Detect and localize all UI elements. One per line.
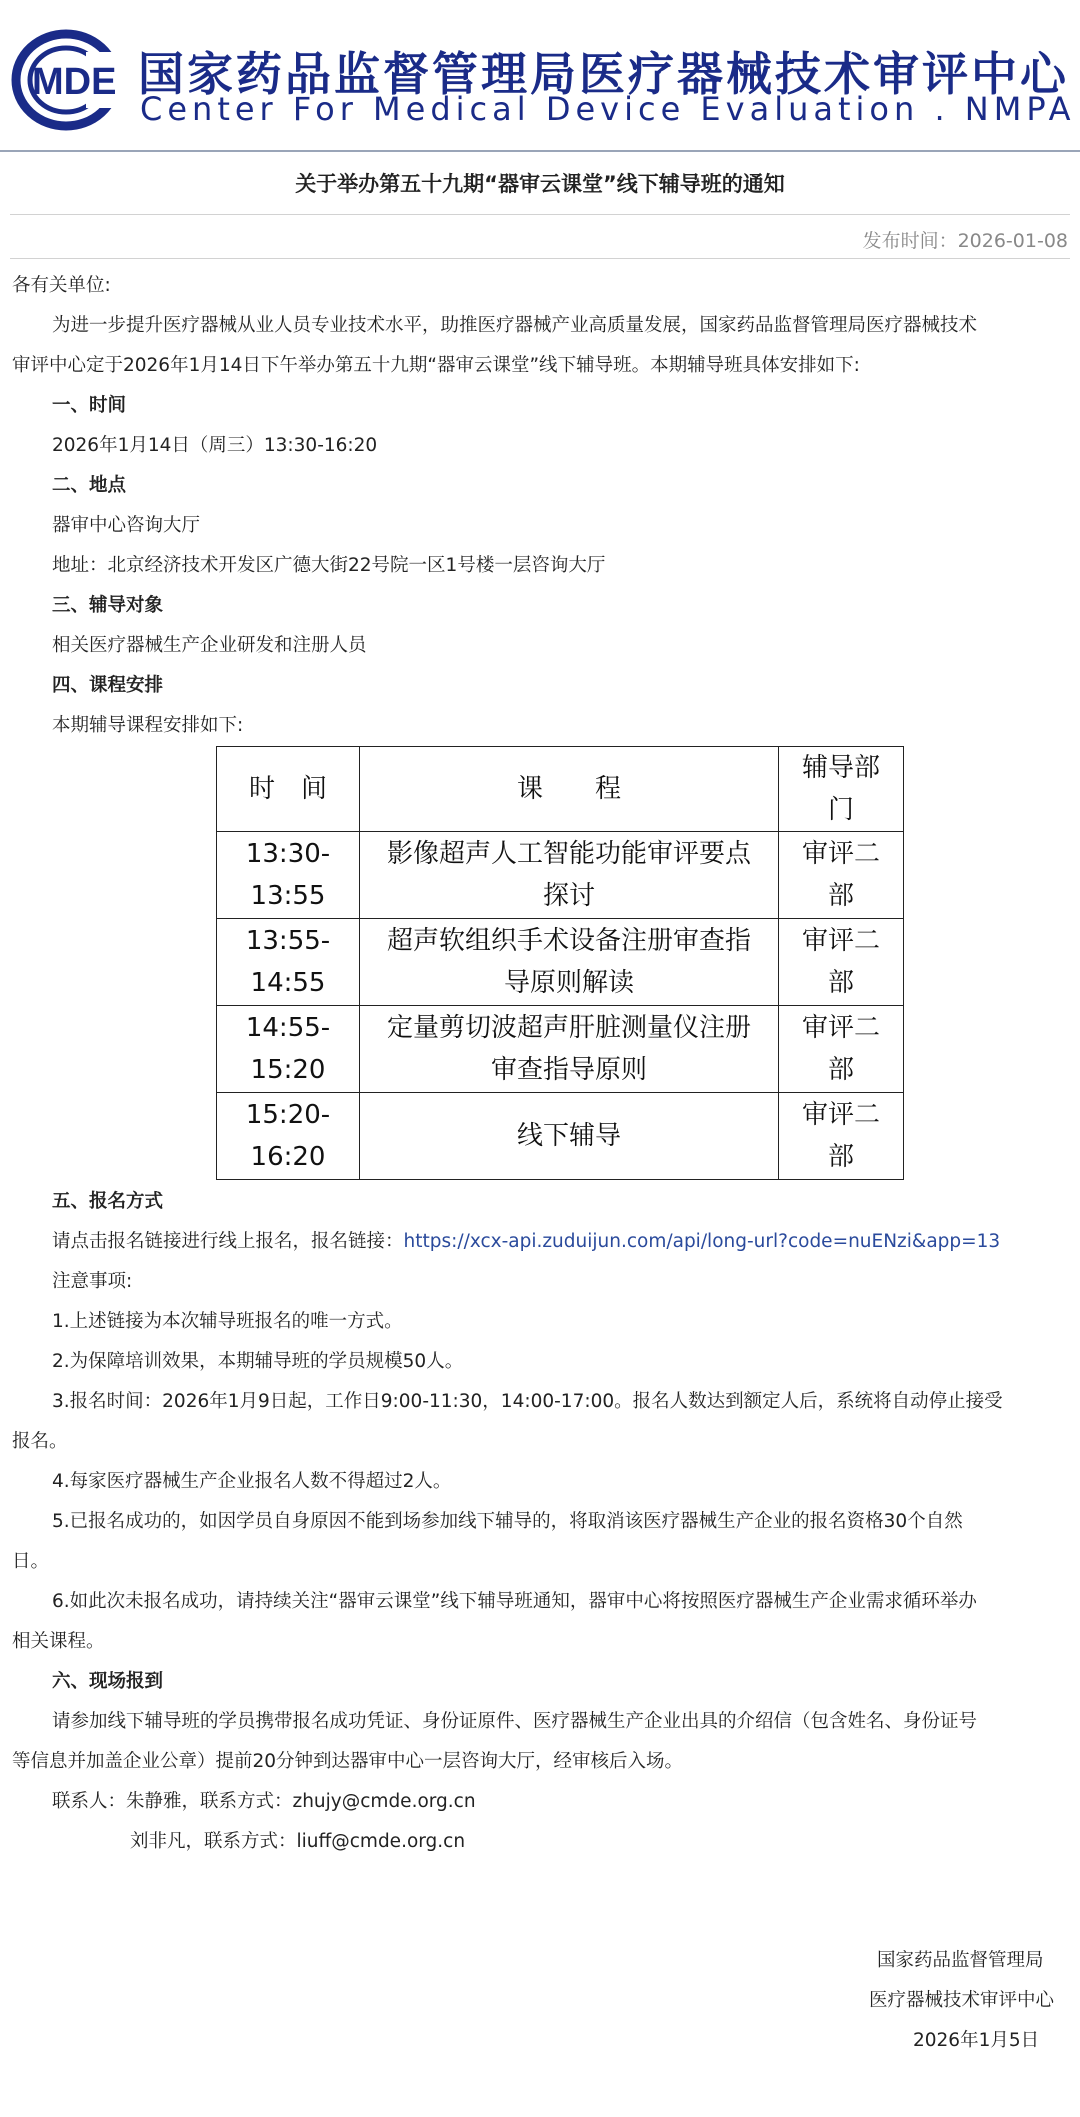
org-name-cn: 国家药品监督管理局医疗器械技术审评中心 (138, 47, 1069, 101)
cell-time: 14:55- 15:20 (217, 1006, 360, 1093)
intro-paragraph-line1: 为进一步提升医疗器械从业人员专业技术水平，助推医疗器械产业高质量发展，国家药品监督管理局医疗器械技术 (52, 315, 978, 336)
signature-org-line2: 医疗器械技术审评中心 (869, 1990, 1055, 2011)
cell-time: 13:55- 14:55 (217, 919, 360, 1006)
header-divider (0, 150, 1080, 152)
note-5-line1: 5.已报名成功的，如因学员自身原因不能到场参加线下辅导的，将取消该医疗器械生产企业的报名资格30个自然 (52, 1511, 963, 1532)
title-divider (10, 214, 1070, 215)
header-course: 课 程 (360, 747, 779, 832)
time-text: 2026年1月14日（周三）13:30-16:20 (52, 435, 378, 456)
section-heading-registration: 五、报名方式 (52, 1191, 164, 1212)
schedule-table (216, 746, 904, 1180)
section-heading-audience: 三、辅导对象 (52, 595, 164, 616)
contact-1: 联系人：朱静雅，联系方式：zhujy@cmde.org.cn (52, 1791, 476, 1812)
location-text: 器审中心咨询大厅 (52, 515, 201, 536)
cell-course: 影像超声人工智能功能审评要点 探讨 (360, 832, 779, 919)
note-2: 2.为保障培训效果，本期辅导班的学员规模50人。 (52, 1351, 464, 1372)
audience-text: 相关医疗器械生产企业研发和注册人员 (52, 635, 367, 656)
table-row (217, 1093, 904, 1180)
checkin-text-line1: 请参加线下辅导班的学员携带报名成功凭证、身份证原件、医疗器械生产企业出具的介绍信（包含姓名、身份证号 (52, 1711, 978, 1732)
registration-link[interactable]: https://xcx-api.zuduijun.com/api/long-url?code=nuENzi&app=13 (403, 1231, 1001, 1252)
section-heading-course: 四、课程安排 (52, 675, 164, 696)
signature-date: 2026年1月5日 (913, 2030, 1040, 2051)
contact-2: 刘非凡，联系方式：liuff@cmde.org.cn (130, 1831, 466, 1852)
section-heading-location: 二、地点 (52, 475, 127, 496)
registration-text: 请点击报名链接进行线上报名，报名链接：https://xcx-api.zuduijun.com/api/long-url?code=nuENzi&app=13 (52, 1231, 1001, 1252)
site-header (0, 0, 1080, 152)
note-1: 1.上述链接为本次辅导班报名的唯一方式。 (52, 1311, 403, 1332)
header-dept: 辅导部 门 (779, 747, 904, 832)
org-name-en: Center For Medical Device Evaluation . NMPA (140, 90, 1076, 128)
section-heading-checkin: 六、现场报到 (52, 1671, 164, 1692)
location-address: 地址：北京经济技术开发区广德大街22号院一区1号楼一层咨询大厅 (52, 555, 606, 576)
note-4: 4.每家医疗器械生产企业报名人数不得超过2人。 (52, 1471, 452, 1492)
checkin-text-line2: 等信息并加盖企业公章）提前20分钟到达器审中心一层咨询大厅，经审核后入场。 (12, 1751, 684, 1772)
salutation: 各有关单位: (12, 275, 111, 296)
date-divider (10, 258, 1070, 259)
note-6-line1: 6.如此次未报名成功，请持续关注“器审云课堂”线下辅导班通知，器审中心将按照医疗器械生产企业需求循环举办 (52, 1591, 977, 1612)
notes-heading: 注意事项: (52, 1271, 133, 1292)
note-5-line2: 日。 (12, 1551, 50, 1572)
table-row (217, 832, 904, 919)
signature-org-line1: 国家药品监督管理局 (877, 1950, 1044, 1971)
cell-course: 定量剪切波超声肝脏测量仪注册 审查指导原则 (360, 1006, 779, 1093)
note-6-line2: 相关课程。 (12, 1631, 105, 1652)
table-row (217, 919, 904, 1006)
notice-title: 关于举办第五十九期“器审云课堂”线下辅导班的通知 (295, 172, 785, 196)
note-3-line1: 3.报名时间：2026年1月9日起，工作日9:00-11:30，14:00-17:00。报名人数达到额定人后，系统将自动停止接受 (52, 1391, 1003, 1412)
cell-dept: 审评二 部 (779, 1093, 904, 1180)
cell-dept: 审评二 部 (779, 919, 904, 1006)
cell-dept: 审评二 部 (779, 832, 904, 919)
course-intro-text: 本期辅导课程安排如下: (52, 715, 244, 736)
cell-time: 15:20- 16:20 (217, 1093, 360, 1180)
cell-course: 线下辅导 (360, 1093, 779, 1180)
cell-time: 13:30- 13:55 (217, 832, 360, 919)
mde-logo-icon (10, 28, 134, 132)
table-header-row (217, 747, 904, 832)
header-time: 时 间 (217, 747, 360, 832)
intro-paragraph-line2: 审评中心定于2026年1月14日下午举办第五十九期“器审云课堂”线下辅导班。本期辅导班具体安排如下: (12, 355, 860, 376)
logo-text: MDE (32, 61, 117, 103)
cell-course: 超声软组织手术设备注册审查指 导原则解读 (360, 919, 779, 1006)
note-3-line2: 报名。 (12, 1431, 68, 1452)
cell-dept: 审评二 部 (779, 1006, 904, 1093)
table-row (217, 1006, 904, 1093)
publish-date: 发布时间：2026-01-08 (862, 230, 1068, 252)
section-heading-time: 一、时间 (52, 395, 127, 416)
